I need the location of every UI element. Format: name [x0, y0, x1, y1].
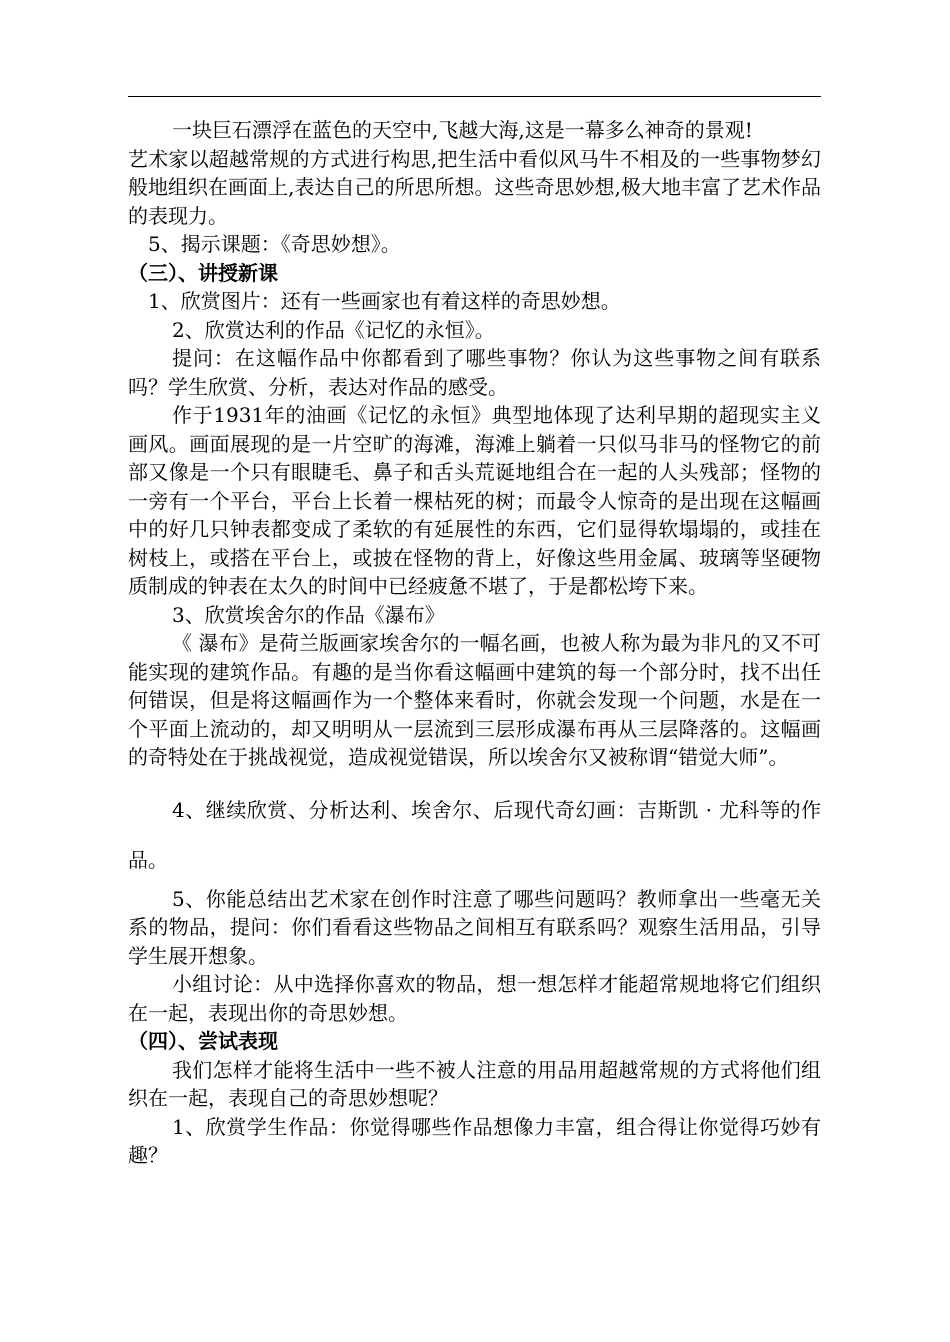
paragraph-group-discussion: 小组讨论：从中选择你喜欢的物品，想一想怎样才能超常规地将它们组织在一起，表现出你的奇思妙想。: [128, 972, 821, 1025]
paragraph-attempt: 我们怎样才能将生活中一些不被人注意的用品用超越常规的方式将他们组织在一起，表现自己的奇思妙想呢？: [128, 1057, 821, 1110]
paragraph-item-4: 4、继续欣赏、分析达利、埃舍尔、后现代奇幻画：吉斯凯 · 尤科等的作品。: [128, 797, 821, 872]
paragraph-item-2: 2、欣赏达利的作品《记忆的永恒》。: [172, 317, 495, 342]
paragraph-student-works: 1、欣赏学生作品：你觉得哪些作品想像力丰富，组合得让你觉得巧妙有趣？: [128, 1114, 821, 1167]
paragraph-item-3: 3、欣赏埃舍尔的作品《瀑布》: [172, 602, 445, 627]
document-body: [128, 116, 821, 1170]
paragraph-topic: 5、揭示课题：《奇思妙想》。: [148, 232, 401, 256]
section-heading-4: （四）、尝试表现: [128, 1029, 278, 1053]
paragraph-escher: 《 瀑布》是荷兰版画家埃舍尔的一幅名画，也被人称为最为非凡的又不可能实现的建筑作品。有趣的是当你看这幅画中建筑的每一个部分时，找不出任何错误，但是将这幅画作为一个整体来看时，你就会发现一个问题，水是在一个平面上流动的，却又明明从一层流到三层形成瀑布再从三层降落的。这幅画的奇特处在于挑战视觉，造成视觉错误，所以埃舍尔又被称谓“错觉大师”。: [128, 631, 821, 769]
paragraph-floating-rock: 一块巨石漂浮在蓝色的天空中,飞越大海,这是一幕多么神奇的景观!: [172, 118, 753, 142]
paragraph-item-5: 5、你能总结出艺术家在创作时注意了哪些问题吗？教师拿出一些毫无关系的物品，提问：你们看看这些物品之间相互有联系吗？观察生活用品，引导学生展开想象。: [128, 886, 821, 968]
paragraph-question: 提问：在这幅作品中你都看到了哪些事物？你认为这些事物之间有联系吗？学生欣赏、分析，表达对作品的感受。: [128, 346, 821, 399]
paragraph-dali: 作于1931年的油画《记忆的永恒》典型地体现了达利早期的超现实主义画风。画面展现的是一片空旷的海滩，海滩上躺着一只似马非马的怪物它的前部又像是一个只有眼睫毛、鼻子和舌头荒诞地组合在一起的人头残部；怪物的一旁有一个平台，平台上长着一棵枯死的树；而最令人惊奇的是出现在这幅画中的好几只钟表都变成了柔软的有延展性的东西，它们显得软塌塌的，或挂在树枝上，或搭在平台上，或披在怪物的背上，好像这些用金属、玻璃等坚硬物质制成的钟表在太久的时间中已经疲惫不堪了，于是都松垮下来。: [128, 403, 821, 598]
section-heading-3: （三）、讲授新课: [128, 260, 278, 285]
header-rule: [128, 96, 821, 97]
paragraph-artist-intro: 艺术家以超越常规的方式进行构思,把生活中看似风马牛不相及的一些事物梦幻般地组织在画面上,表达自己的所思所想。这些奇思妙想,极大地丰富了艺术作品的表现力。: [128, 146, 821, 228]
paragraph-item-1: 1、欣赏图片：还有一些画家也有着这样的奇思妙想。: [148, 289, 621, 313]
